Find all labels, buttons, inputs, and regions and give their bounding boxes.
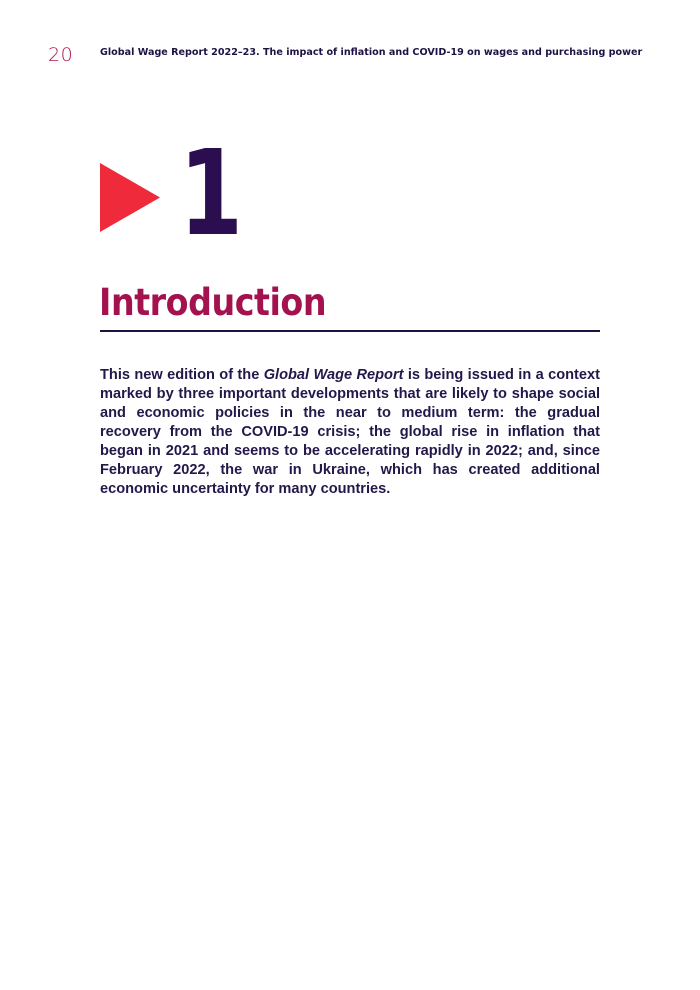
- intro-paragraph: [100, 366, 600, 499]
- paragraph-text-rest: is being issued in a context marked by three important developments that are likely to shape social and economic policies in the near to medium term: the gradual recovery from the COVID-19 crisis; the global rise in inflation that began in 2021 and seems to be accelerating rapidly in 2022; and, since February 2022, the war in Ukraine, which has created additional economic uncertainty for many countries.: [100, 367, 600, 497]
- title-divider: [100, 330, 600, 332]
- paragraph-text-start: This new edition of the: [100, 367, 264, 383]
- chapter-number: 1: [179, 124, 244, 262]
- page-number: 20: [48, 44, 74, 66]
- report-title-italic: Global Wage Report: [263, 367, 404, 383]
- running-header: Global Wage Report 2022–23. The impact of inflation and COVID-19 on wages and purchasing power: [100, 47, 643, 58]
- chapter-title: Introduction: [99, 281, 327, 324]
- triangle-right-icon: [100, 163, 160, 232]
